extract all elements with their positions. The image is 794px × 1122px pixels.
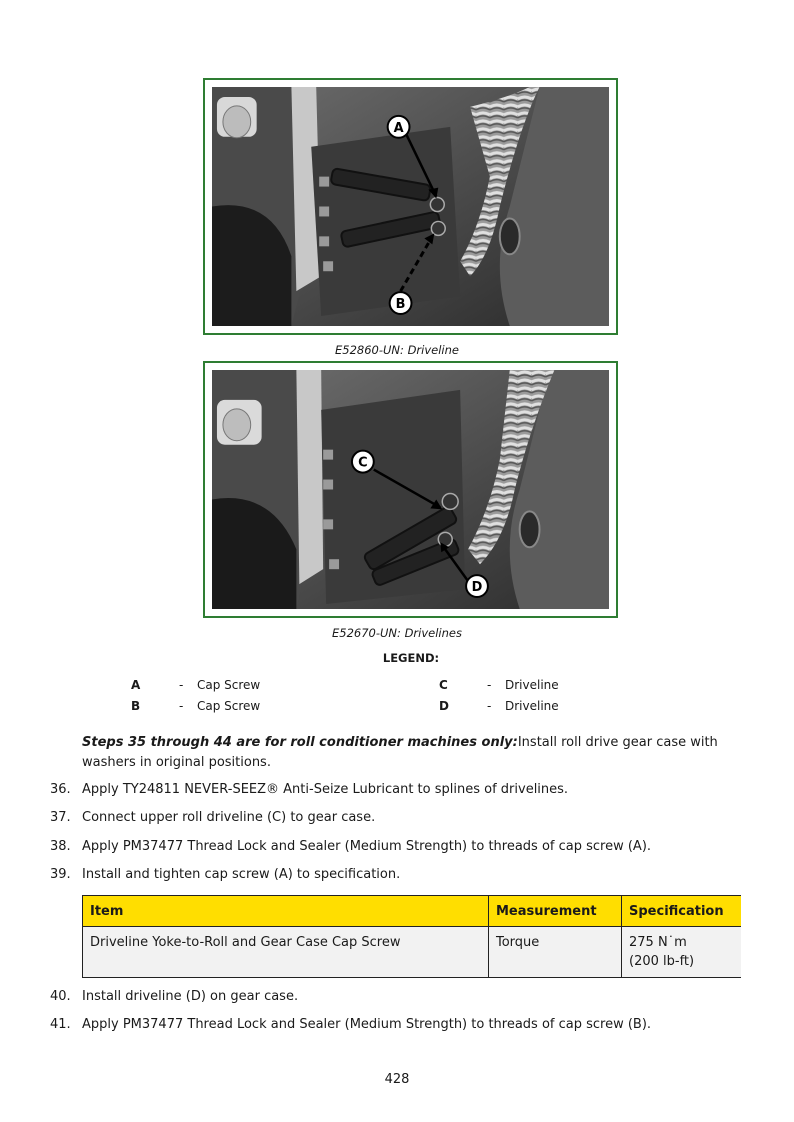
legend-desc: Driveline — [505, 678, 559, 692]
step-number: 37. — [50, 810, 71, 825]
callout-c — [352, 451, 374, 473]
specification-table — [82, 895, 741, 978]
legend-letter: A — [131, 678, 141, 692]
legend-desc: Driveline — [505, 699, 559, 713]
legend-dash: - — [179, 699, 184, 713]
step-number: 39. — [50, 867, 71, 882]
steps-intro-text: Install roll drive gear case with washers in original positions. — [82, 735, 718, 770]
drivelines-photo-illustration — [212, 370, 609, 609]
steps-intro-emphasis: Steps 35 through 44 are for roll conditioner machines only: — [82, 735, 518, 750]
figure-driveline-photo — [203, 78, 618, 335]
legend-letter: D — [439, 699, 449, 713]
figure-drivelines-photo — [203, 361, 618, 618]
driveline-photo-illustration — [212, 87, 609, 326]
step-number: 40. — [50, 989, 71, 1004]
legend-dash: - — [487, 678, 492, 692]
column-header-item: Item — [83, 896, 489, 927]
cell-specification — [622, 927, 742, 978]
callout-a — [388, 116, 410, 138]
step-39 — [50, 865, 400, 885]
legend-dash: - — [487, 699, 492, 713]
cell-item: Driveline Yoke-to-Roll and Gear Case Cap Screw — [83, 927, 489, 978]
step-number: 36. — [50, 782, 71, 797]
step-number: 41. — [50, 1017, 71, 1032]
step-text: Install driveline (D) on gear case. — [82, 989, 299, 1004]
legend-desc: Cap Screw — [197, 678, 261, 692]
legend-title: LEGEND: — [382, 651, 440, 665]
step-number: 38. — [50, 839, 71, 854]
cell-measurement: Torque — [489, 927, 622, 978]
callout-b-label: B — [395, 297, 406, 313]
legend-letter: B — [131, 699, 141, 713]
step-text: Apply TY24811 NEVER-SEEZ® Anti-Seize Lubricant to splines of drivelines. — [82, 782, 569, 797]
step-text: Install and tighten cap screw (A) to specification. — [82, 867, 401, 882]
step-38 — [50, 837, 651, 857]
page-number: 428 — [384, 1072, 410, 1087]
table-row — [83, 927, 742, 978]
callout-a-label: A — [393, 120, 404, 136]
column-header-specification: Specification — [622, 896, 742, 927]
column-header-measurement: Measurement — [489, 896, 622, 927]
step-41 — [50, 1015, 651, 1035]
callout-c-label: C — [358, 455, 368, 471]
figure-2-caption: E52670-UN: Drivelines — [332, 626, 462, 640]
step-37 — [50, 808, 375, 828]
figure-1-caption: E52860-UN: Driveline — [335, 343, 459, 357]
callout-d — [466, 575, 488, 597]
legend-desc: Cap Screw — [197, 699, 261, 713]
step-36 — [50, 780, 568, 800]
callout-d-label: D — [471, 580, 483, 596]
step-text: Connect upper roll driveline (C) to gear case. — [82, 810, 376, 825]
legend-letter: C — [439, 678, 448, 692]
spec-value-imperial: (200 lb-ft) — [629, 954, 695, 969]
step-text: Apply PM37477 Thread Lock and Sealer (Medium Strength) to threads of cap screw (B). — [82, 1017, 652, 1032]
legend-dash: - — [179, 678, 184, 692]
spec-value-metric: 275 N˙m — [629, 935, 687, 950]
callout-b — [390, 292, 412, 314]
step-40 — [50, 987, 298, 1007]
steps-intro — [82, 733, 732, 773]
step-text: Apply PM37477 Thread Lock and Sealer (Medium Strength) to threads of cap screw (A). — [82, 839, 652, 854]
table-header-row — [83, 896, 742, 927]
